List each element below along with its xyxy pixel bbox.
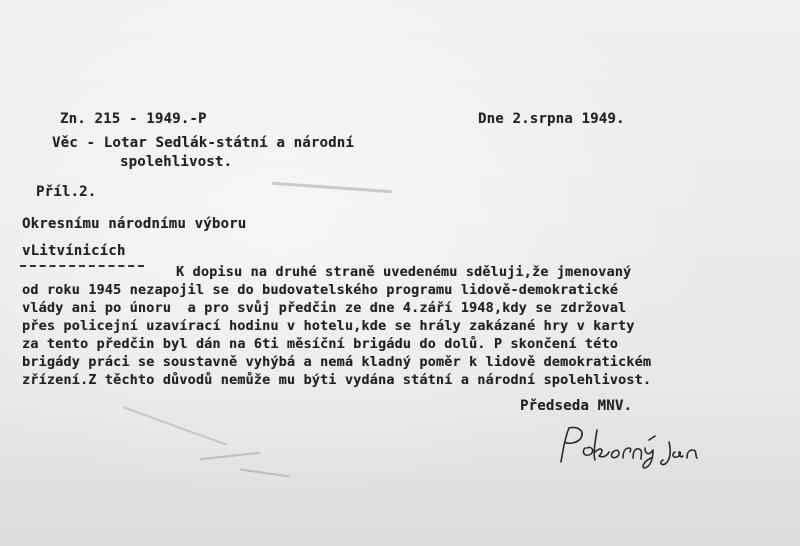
body-line-7: zřízení.Z těchto důvodů nemůže mu býti vydána státní a národní spolehlivost. [22, 372, 652, 388]
letter-date: Dne 2.srpna 1949. [478, 111, 625, 127]
body-line-6: brigády práci se soustavně vyhýbá a nemá kladný poměr k lidově demokratickém [22, 354, 652, 370]
recipient-line-2: vLitvínicích [22, 243, 126, 259]
paper-scratch [272, 182, 392, 193]
body-line-4: přes policejní uzavírací hodinu v hotelu,kde se hrály zakázané hry v karty [22, 318, 635, 334]
handwritten-signature [555, 422, 705, 472]
body-line-5: za tento předčin byl dán na 6ti měsíční brigádu do dolů. P skončení této [22, 336, 618, 352]
body-line-3: vlády ani po únoru a pro svůj předčin ze dne 4.září 1948,kdy se zdržoval [22, 300, 627, 316]
subject-line-2: spolehlivost. [120, 154, 233, 170]
body-line-1: K dopisu na druhé straně uvedenému sděluji,že jmenovaný [176, 264, 632, 280]
body-line-2: od roku 1945 nezapojil se do budovatelského programu lidově-demokratické [22, 282, 618, 298]
recipient-line-1: Okresnímu národnímu výboru [22, 216, 247, 232]
attachment-note: Příl.2. [36, 184, 97, 200]
paper-scratch [200, 452, 260, 460]
paper-scratch [240, 469, 290, 478]
subject-line-1: Věc - Lotar Sedlák-státní a národní [52, 135, 355, 151]
closing-title: Předseda MNV. [520, 398, 633, 414]
reference-number: Zn. 215 - 1949.-P [60, 111, 207, 127]
recipient-underline [20, 265, 144, 267]
paper-scratch [123, 406, 227, 446]
